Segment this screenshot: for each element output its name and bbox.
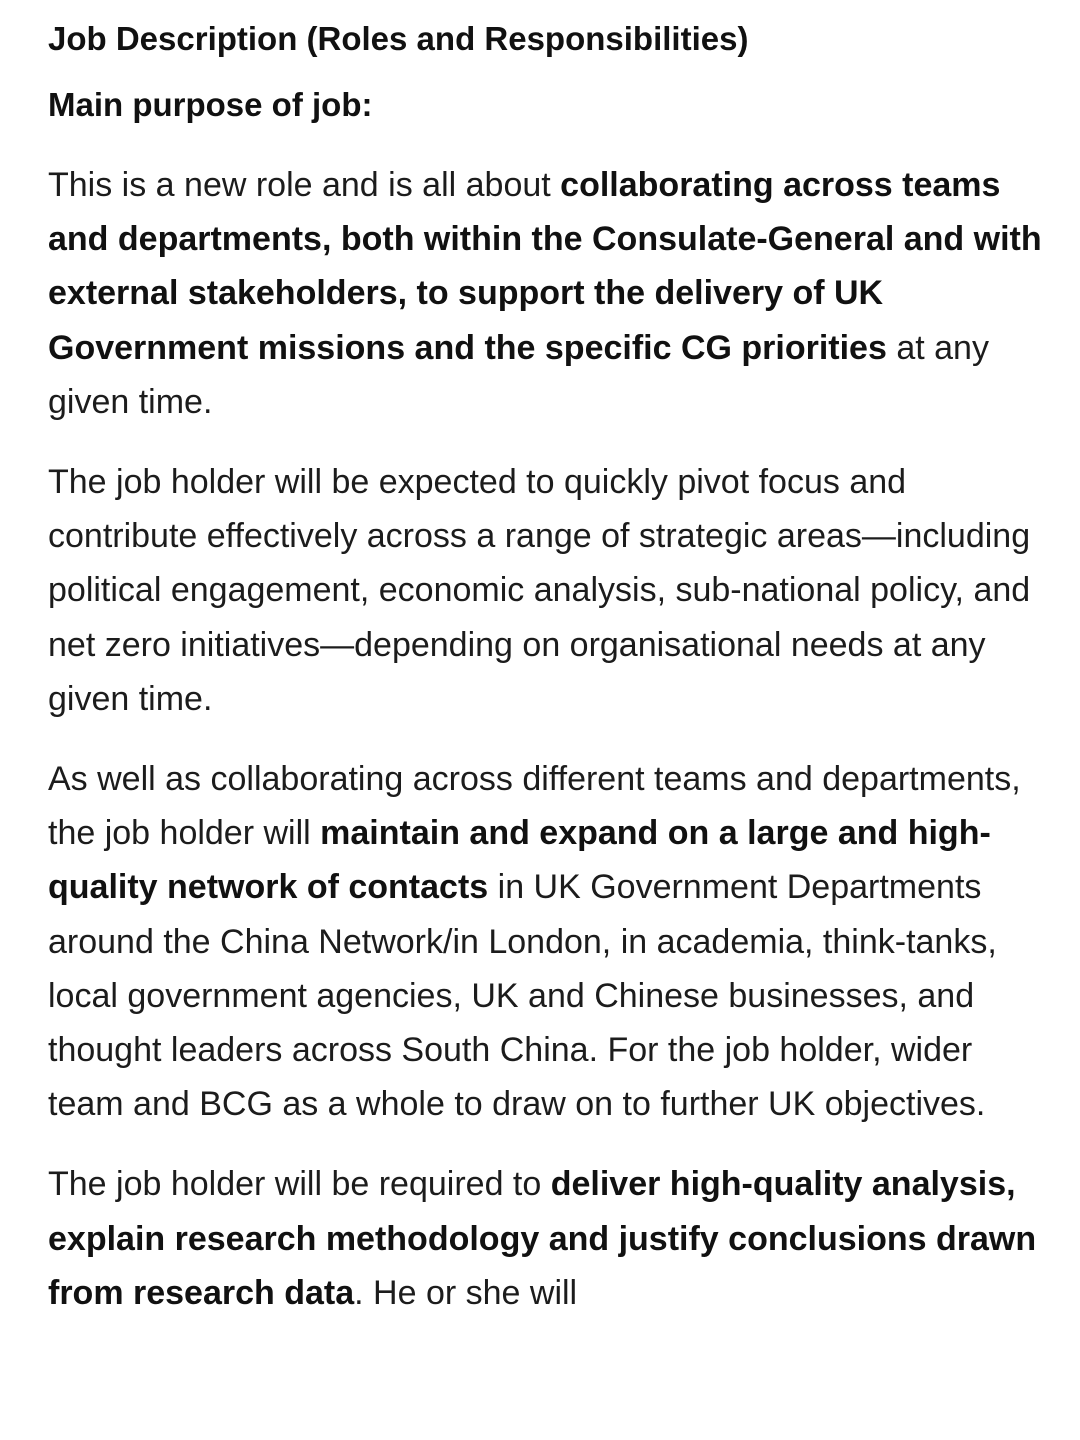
paragraph-role-overview [48, 158, 1048, 429]
bold-text: maintain and expand on a large and high-quality network of contacts [48, 814, 991, 907]
bold-text: deliver high-quality analysis, explain research methodology and justify conclusions drawn from research data [48, 1165, 1037, 1312]
paragraph-pivot-focus [48, 455, 1048, 726]
text: . He or she will [354, 1273, 578, 1312]
text: The job holder will be required to [48, 1165, 551, 1204]
text: This is a new role and is all about [48, 166, 561, 204]
text: The job holder will be expected to quickly pivot focus and contribute effectively across a range of strategic areas—including political engagement, economic analysis, sub-national policy, and net zero initiatives—depending on organisational needs at any given time. [48, 463, 1031, 718]
text: As well as collaborating across different teams and departments, the job holder will [48, 760, 1021, 853]
paragraph-analysis [48, 1157, 1048, 1320]
text: in UK Government Departments around the China Network/in London, in academia, think-tanks, local government agencies, UK and Chinese businesses, and thought leaders across South China. For the job holder, wider team and BCG as a whole to draw on to further UK objectives. [48, 868, 997, 1124]
text: at any given time. [48, 328, 989, 421]
section-heading-main-purpose: Main purpose of job: [48, 86, 373, 123]
bold-text: collaborating across teams and departments, both within the Consulate-General and with external stakeholders, to support the delivery of UK Government missions and the specific CG priorities [48, 166, 1042, 367]
paragraph-network [48, 752, 1048, 1131]
document-page [48, 14, 1048, 1320]
document-title: Job Description (Roles and Responsibilities) [48, 20, 749, 57]
